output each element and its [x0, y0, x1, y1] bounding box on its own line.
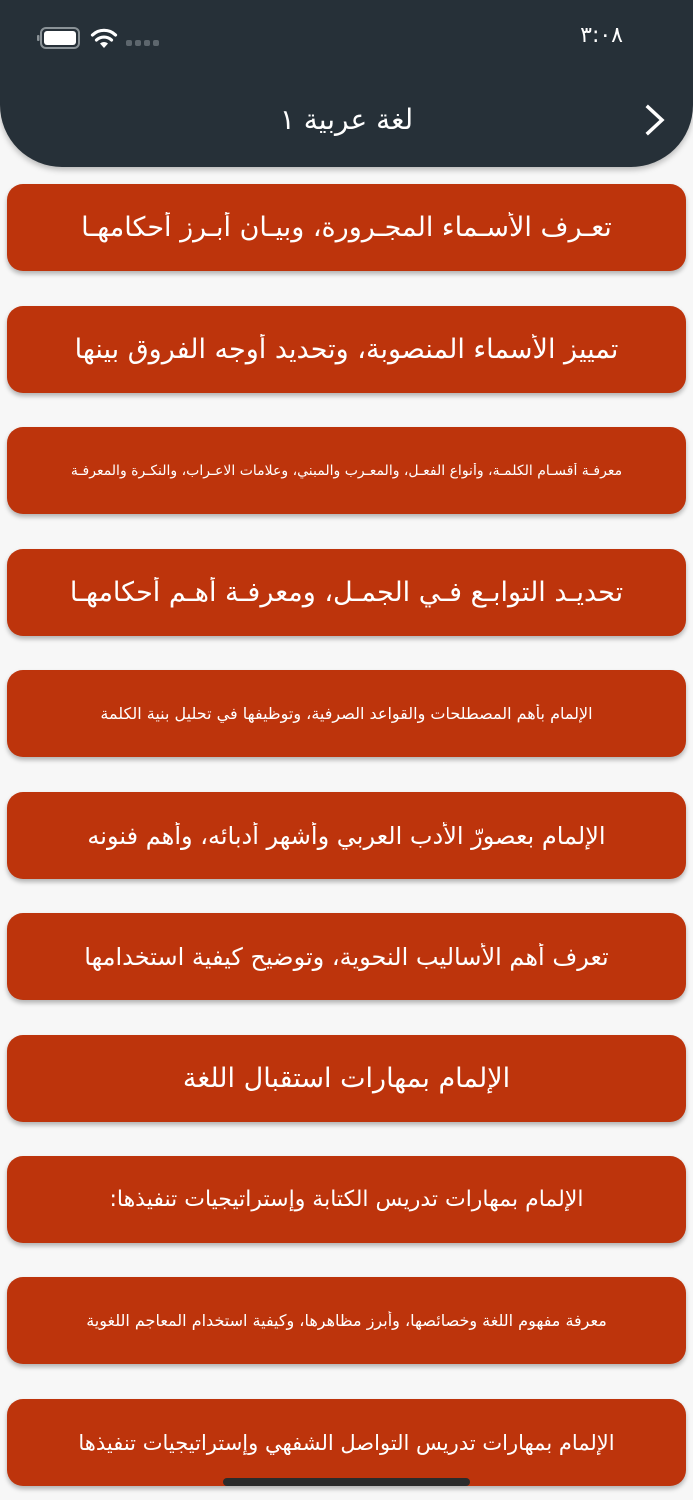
topic-label: معرفـة أقسـام الكلمـة، وأنواع الفعـل، والمعـرب والمبني، وعلامات الاعـراب، والنكـرة والمعرفـة — [70, 462, 623, 479]
app-header — [0, 0, 693, 167]
wifi-icon — [90, 27, 118, 49]
home-indicator — [223, 1478, 470, 1486]
topic-label: الإلمام بأهم المصطلحات والقواعد الصرفية، وتوظيفها في تحليل بنية الكلمة — [100, 704, 593, 723]
topic-card[interactable] — [7, 184, 686, 271]
topic-label: معرفة مفهوم اللغة وخصائصها، وأبرز مظاهرها، وكيفية استخدام المعاجم اللغوية — [86, 1311, 607, 1330]
page-title: لغة عربية ١ — [279, 103, 414, 136]
topic-card[interactable] — [7, 549, 686, 636]
topic-label: تعـرف الأسـماء المجـرورة، وبيـان أبـرز أحكامهـا — [81, 212, 612, 243]
topic-label: تحديـد التوابـع فـي الجمـل، ومعرفـة أهـم أحكامهـا — [69, 577, 624, 608]
topic-card[interactable] — [7, 913, 686, 1000]
topic-label: تمييز الأسماء المنصوبة، وتحديد أوجه الفروق بينها — [74, 334, 619, 365]
topic-card[interactable] — [7, 306, 686, 393]
battery-icon — [37, 27, 81, 49]
topic-card[interactable] — [7, 1277, 686, 1364]
topic-card[interactable] — [7, 1399, 686, 1486]
topic-card[interactable] — [7, 670, 686, 757]
status-time: ٣:٠٨ — [580, 23, 623, 48]
chevron-right-icon — [641, 100, 669, 140]
topic-card[interactable] — [7, 792, 686, 879]
topic-label: الإلمام بمهارات تدريس التواصل الشفهي وإستراتيجيات تنفيذها — [78, 1430, 615, 1455]
signal-icon — [126, 40, 159, 46]
topic-label: الإلمام بعصورّ الأدب العربي وأشهر أدبائه، وأهم فنونه — [87, 821, 606, 850]
topic-label: تعرف أهم الأساليب النحوية، وتوضيح كيفية استخدامها — [84, 942, 609, 971]
topic-card[interactable] — [7, 1035, 686, 1122]
topic-label: الإلمام بمهارات استقبال اللغة — [182, 1063, 511, 1094]
status-bar — [0, 0, 693, 60]
topic-card[interactable] — [7, 427, 686, 514]
topic-card[interactable] — [7, 1156, 686, 1243]
back-button[interactable] — [641, 100, 669, 140]
topic-label: الإلمام بمهارات تدريس الكتابة وإستراتيجيات تنفيذها: — [109, 1187, 584, 1212]
